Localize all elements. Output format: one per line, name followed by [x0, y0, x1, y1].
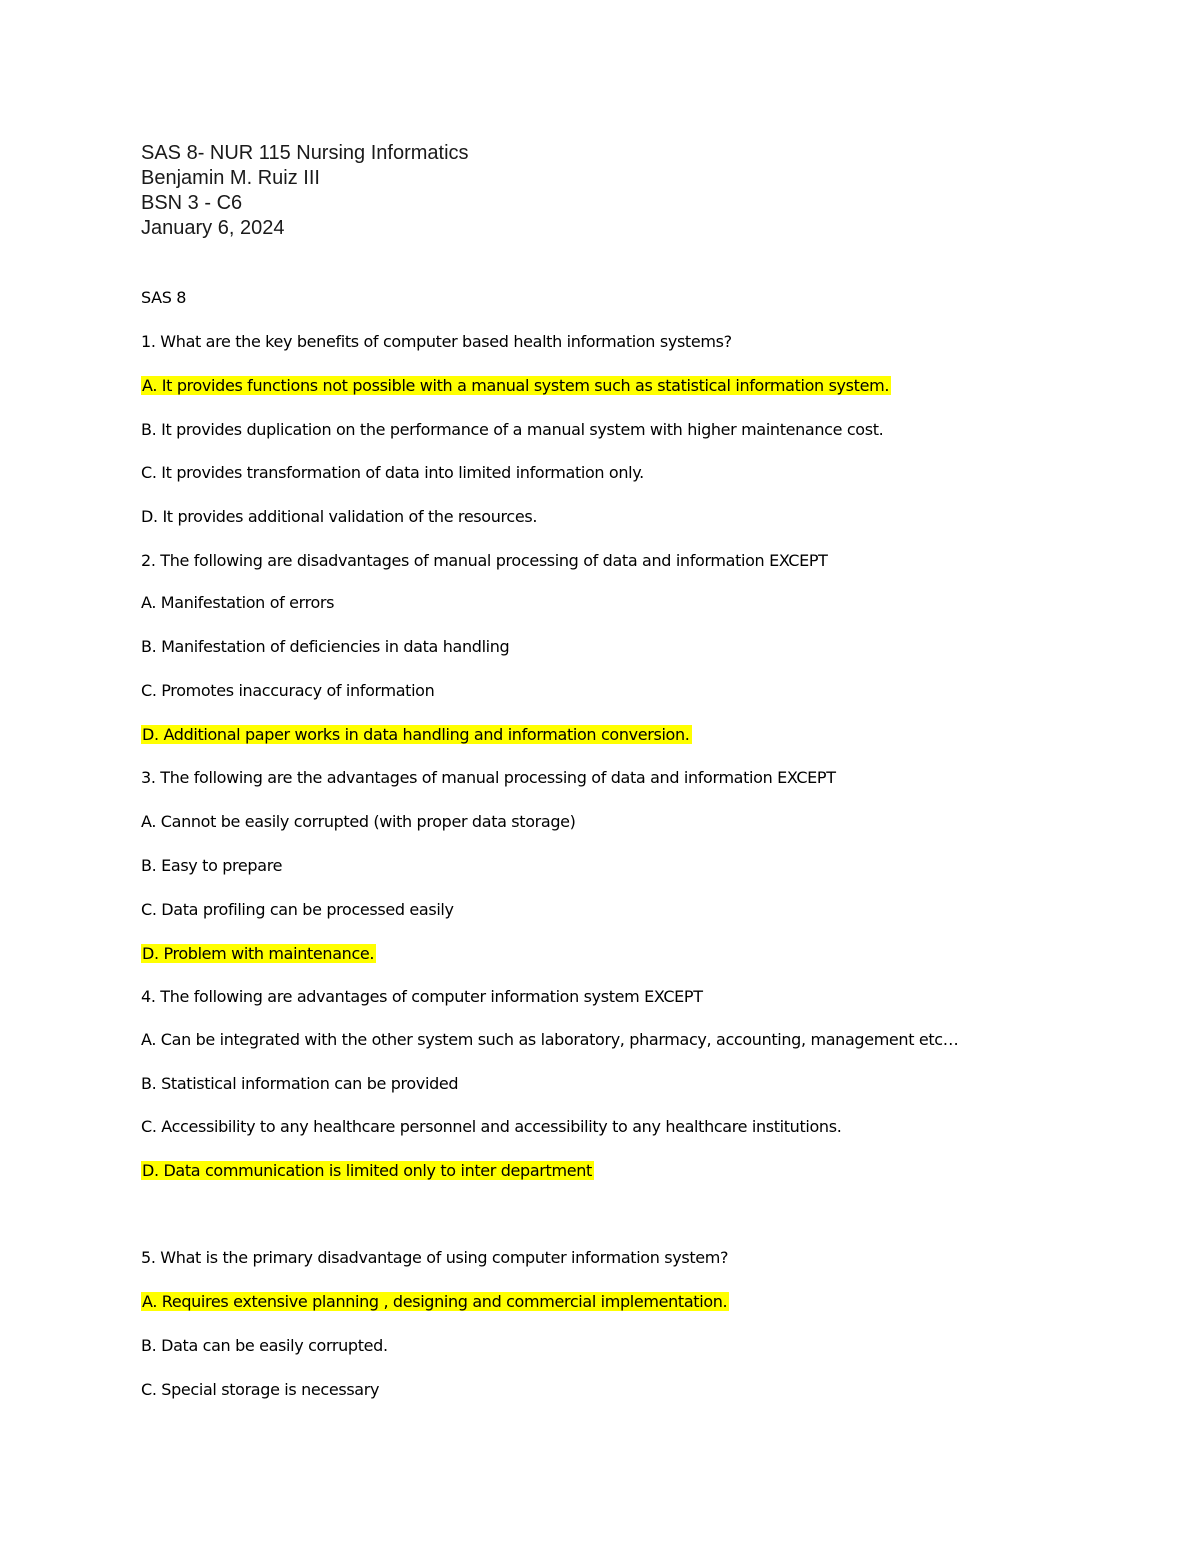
- question-2: 2. The following are disadvantages of manual processing of data and information EXCEPT: [141, 551, 828, 570]
- question-5: 5. What is the primary disadvantage of using computer information system?: [141, 1248, 729, 1267]
- choice-3a: A. Cannot be easily corrupted (with proper data storage): [141, 812, 576, 831]
- document-date: January 6, 2024: [141, 217, 285, 239]
- choice-4a: A. Can be integrated with the other system such as laboratory, pharmacy, accounting, management etc…: [141, 1030, 959, 1049]
- question-3: 3. The following are the advantages of manual processing of data and information EXCEPT: [141, 768, 836, 787]
- student-section: BSN 3 - C6: [141, 192, 243, 214]
- answer-highlight: D. Problem with maintenance.: [142, 944, 375, 963]
- answer-highlight: D. Additional paper works in data handling and information conversion.: [142, 725, 690, 744]
- student-name: Benjamin M. Ruiz III: [141, 167, 320, 189]
- answer-highlight: A. Requires extensive planning , designing and commercial implementation.: [142, 1292, 728, 1311]
- choice-1a: [141, 374, 891, 398]
- choice-3c: C. Data profiling can be processed easily: [141, 900, 454, 919]
- answer-highlight: D. Data communication is limited only to inter department: [142, 1161, 592, 1180]
- sas-label: SAS 8: [141, 288, 187, 307]
- choice-1b: B. It provides duplication on the performance of a manual system with higher maintenance cost.: [141, 420, 884, 439]
- choice-4b: B. Statistical information can be provided: [141, 1074, 459, 1093]
- choice-1d: D. It provides additional validation of the resources.: [141, 507, 538, 526]
- question-4: 4. The following are advantages of computer information system EXCEPT: [141, 987, 703, 1006]
- choice-5c: C. Special storage is necessary: [141, 1380, 380, 1399]
- choice-4c: C. Accessibility to any healthcare personnel and accessibility to any healthcare institutions.: [141, 1117, 842, 1136]
- choice-2b: B. Manifestation of deficiencies in data handling: [141, 637, 510, 656]
- choice-4d: [141, 1159, 594, 1183]
- choice-5a: [141, 1290, 729, 1314]
- choice-1c: C. It provides transformation of data into limited information only.: [141, 463, 644, 482]
- document-header: [141, 141, 469, 241]
- question-1: 1. What are the key benefits of computer based health information systems?: [141, 332, 732, 351]
- answer-highlight: A. It provides functions not possible with a manual system such as statistical information system.: [142, 376, 890, 395]
- choice-2a: A. Manifestation of errors: [141, 593, 335, 612]
- choice-3d: [141, 942, 376, 966]
- choice-2c: C. Promotes inaccuracy of information: [141, 681, 435, 700]
- course-title: SAS 8- NUR 115 Nursing Informatics: [141, 142, 469, 164]
- choice-5b: B. Data can be easily corrupted.: [141, 1336, 388, 1355]
- choice-2d: [141, 723, 692, 747]
- choice-3b: B. Easy to prepare: [141, 856, 283, 875]
